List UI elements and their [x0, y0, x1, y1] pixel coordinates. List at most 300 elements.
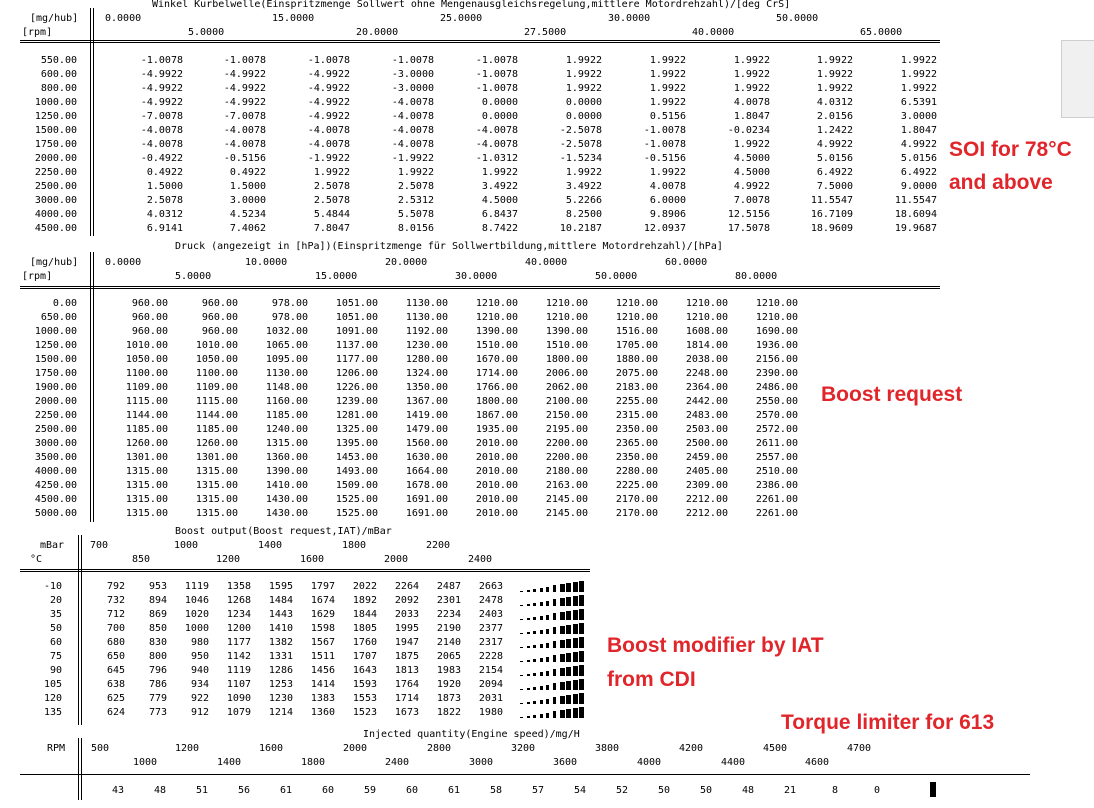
- level-bar: [566, 653, 571, 662]
- table-cell: 54: [573, 785, 586, 796]
- table-cell: 2364.00: [685, 382, 728, 393]
- level-bar: [573, 582, 578, 592]
- level-bar: [520, 647, 523, 648]
- level-bar: [560, 640, 565, 648]
- level-bar: [579, 707, 584, 718]
- table-cell: 1892: [352, 595, 377, 606]
- table-cell: 894: [148, 595, 167, 606]
- level-bar: [573, 596, 578, 606]
- table-cell: 2572.00: [755, 424, 798, 435]
- table-cell: 624: [106, 707, 125, 718]
- table-cell: 1000: [184, 623, 209, 634]
- level-bar: [560, 654, 565, 662]
- table-cell: 712: [106, 609, 125, 620]
- table-cell: 1.9922: [733, 139, 770, 150]
- table-cell: -4.9922: [140, 83, 183, 94]
- table-cell: 2663: [478, 581, 503, 592]
- level-bar: [546, 657, 549, 662]
- annotation-iat-line2: from CDI: [607, 668, 696, 691]
- table-cell: 2010.00: [475, 466, 518, 477]
- table-cell: 1484: [268, 595, 293, 606]
- axis-tick: 1000: [133, 757, 158, 768]
- row-header-rpm: 1500.00: [34, 354, 77, 365]
- table-cell: 1230.00: [405, 340, 448, 351]
- level-bar: [533, 589, 536, 592]
- table-cell: 2405.00: [685, 466, 728, 477]
- table-cell: -2.5078: [559, 139, 602, 150]
- axis-tick: 1000: [174, 540, 199, 551]
- table-cell: -0.5156: [643, 153, 686, 164]
- table-cell: 1142: [226, 651, 251, 662]
- level-bar: [527, 660, 530, 662]
- axis-tick: 2400: [468, 554, 493, 565]
- table-cell: 960.00: [131, 326, 168, 337]
- table-cell: 1567: [310, 637, 335, 648]
- level-bar: [546, 671, 549, 676]
- table-cell: 1690.00: [755, 326, 798, 337]
- row-header-iat: -10: [43, 581, 62, 592]
- axis-tick: 1400: [217, 757, 242, 768]
- level-bar: [579, 609, 584, 620]
- row-header-rpm: 2250.00: [34, 167, 77, 178]
- table-cell: -1.0078: [223, 55, 266, 66]
- table-cell: 6.5391: [900, 97, 937, 108]
- row-header-rpm: 2500.00: [34, 181, 77, 192]
- table-cell: 2065: [436, 651, 461, 662]
- table-cell: -1.0078: [475, 69, 518, 80]
- table-cell: 1608.00: [685, 326, 728, 337]
- table-cell: 1493.00: [335, 466, 378, 477]
- axis-tick: 700: [90, 540, 109, 551]
- table-cell: -1.0078: [307, 55, 350, 66]
- table-cell: 1109.00: [125, 382, 168, 393]
- table-cell: -0.4922: [140, 153, 183, 164]
- axis-tick: 4000: [637, 757, 662, 768]
- table-cell: 21: [783, 785, 796, 796]
- table-cell: 2350.00: [615, 452, 658, 463]
- table-cell: 1844: [352, 609, 377, 620]
- table-cell: 1525.00: [335, 494, 378, 505]
- table-cell: 1598: [310, 623, 335, 634]
- level-bar: [573, 666, 578, 676]
- table-cell: 638: [106, 679, 125, 690]
- level-bar: [560, 668, 565, 676]
- table-cell: 56: [237, 785, 250, 796]
- divider: [93, 8, 94, 236]
- table-cell: -4.9922: [307, 111, 350, 122]
- row-header-rpm: 2500.00: [34, 424, 77, 435]
- table-cell: 978.00: [271, 312, 308, 323]
- table-cell: 2500.00: [685, 438, 728, 449]
- level-bar: [566, 639, 571, 648]
- table-cell: 1764: [394, 679, 419, 690]
- table-cell: 1920: [436, 679, 461, 690]
- axis-tick: 40.0000: [525, 257, 568, 268]
- table-cell: 773: [148, 707, 167, 718]
- table-cell: 1210.00: [545, 298, 588, 309]
- axis-tick: 65.0000: [860, 27, 903, 38]
- table-cell: 2163.00: [545, 480, 588, 491]
- table-cell: 1936.00: [755, 340, 798, 351]
- table-cell: 17.5078: [727, 223, 770, 234]
- table-cell: 1525.00: [335, 508, 378, 519]
- table-cell: 2092: [394, 595, 419, 606]
- table-cell: 1456: [310, 665, 335, 676]
- table-cell: -1.9922: [307, 153, 350, 164]
- level-bar: [527, 674, 530, 676]
- table-cell: 1593: [352, 679, 377, 690]
- table-cell: 1805: [352, 623, 377, 634]
- axis-tick: 1800: [342, 540, 367, 551]
- table-cell: 6.4922: [816, 167, 853, 178]
- axis-tick: 4700: [847, 743, 872, 754]
- level-bar: [553, 613, 556, 620]
- axis-tick: 30.0000: [455, 271, 498, 282]
- axis-tick: 0.0000: [105, 257, 142, 268]
- table-cell: 8.0156: [397, 223, 434, 234]
- table-cell: 9.0000: [900, 181, 937, 192]
- table-cell: 2022: [352, 581, 377, 592]
- table-cell: 1705.00: [615, 340, 658, 351]
- table-cell: 1430.00: [265, 494, 308, 505]
- table-cell: 4.9922: [900, 139, 937, 150]
- table-cell: 1301.00: [125, 452, 168, 463]
- table-cell: 1453.00: [335, 452, 378, 463]
- table-cell: -7.0078: [223, 111, 266, 122]
- table-cell: 1144.00: [125, 410, 168, 421]
- table-cell: 1095.00: [265, 354, 308, 365]
- table-cell: 5.0156: [816, 153, 853, 164]
- level-bar: [560, 612, 565, 620]
- table-cell: 7.5000: [816, 181, 853, 192]
- table-cell: 1107: [226, 679, 251, 690]
- table-cell: 1185.00: [265, 410, 308, 421]
- table-cell: -4.0078: [391, 97, 434, 108]
- table-cell: 1210.00: [685, 298, 728, 309]
- level-bar: [553, 585, 556, 592]
- table-cell: 0.0000: [565, 97, 602, 108]
- table-cell: 1678.00: [405, 480, 448, 491]
- table-cell: 1130.00: [405, 312, 448, 323]
- table-cell: 1358: [226, 581, 251, 592]
- table-cell: 1315.00: [125, 466, 168, 477]
- annotation-iat-line1: Boost modifier by IAT: [607, 634, 824, 657]
- table-cell: 2459.00: [685, 452, 728, 463]
- level-bar: [546, 713, 549, 718]
- table-boost-unit-row: [mg/hub]: [30, 257, 79, 268]
- table-cell: 2170.00: [615, 494, 658, 505]
- table-cell: 1.9922: [649, 167, 686, 178]
- table-cell: 2570.00: [755, 410, 798, 421]
- row-header-rpm: 1000.00: [34, 97, 77, 108]
- table-cell: 1947: [394, 637, 419, 648]
- row-header-rpm: 1500.00: [34, 125, 77, 136]
- table-cell: 912: [190, 707, 209, 718]
- level-bar: [533, 631, 536, 634]
- table-cell: 1.9922: [649, 83, 686, 94]
- table-cell: 1091.00: [335, 326, 378, 337]
- axis-tick: 40.0000: [692, 27, 735, 38]
- table-cell: 2315.00: [615, 410, 658, 421]
- level-bar: [553, 711, 556, 718]
- axis-tick: 2000: [343, 743, 368, 754]
- table-cell: 1419.00: [405, 410, 448, 421]
- divider: [90, 8, 91, 236]
- table-cell: 2255.00: [615, 396, 658, 407]
- axis-tick: 1600: [300, 554, 325, 565]
- level-bar: [566, 667, 571, 676]
- table-cell: 2.0156: [816, 111, 853, 122]
- table-cell: 786: [148, 679, 167, 690]
- table-cell: 2350.00: [615, 424, 658, 435]
- table-cell: 6.0000: [649, 195, 686, 206]
- table-cell: 1714: [394, 693, 419, 704]
- table-boost-output-unit-col: °C: [30, 554, 43, 565]
- level-bar: [546, 699, 549, 704]
- scrollbar-area[interactable]: [1061, 40, 1094, 118]
- axis-tick: 15.0000: [272, 13, 315, 24]
- table-cell: 1210.00: [755, 312, 798, 323]
- table-cell: 1253: [268, 679, 293, 690]
- table-cell: 1414: [310, 679, 335, 690]
- table-cell: -4.9922: [307, 69, 350, 80]
- level-bar: [533, 701, 536, 704]
- axis-tick: 1200: [175, 743, 200, 754]
- axis-tick: 80.0000: [735, 271, 778, 282]
- table-cell: 1260.00: [195, 438, 238, 449]
- table-cell: 0.5156: [649, 111, 686, 122]
- table-cell: -2.5078: [559, 125, 602, 136]
- axis-tick: 5.0000: [175, 271, 212, 282]
- level-bar: [573, 610, 578, 620]
- table-cell: 4.0078: [733, 97, 770, 108]
- axis-tick: 2800: [427, 743, 452, 754]
- table-cell: 2261.00: [755, 508, 798, 519]
- table-cell: 60: [321, 785, 334, 796]
- table-cell: 1226.00: [335, 382, 378, 393]
- level-bar: [533, 617, 536, 620]
- table-cell: 792: [106, 581, 125, 592]
- table-cell: 58: [489, 785, 502, 796]
- level-bar: [560, 710, 565, 718]
- table-cell: -3.0000: [391, 69, 434, 80]
- row-header-rpm: 3000.00: [34, 195, 77, 206]
- divider: [20, 286, 940, 287]
- table-cell: -4.0078: [307, 125, 350, 136]
- axis-tick: 850: [132, 554, 151, 565]
- level-bar: [573, 680, 578, 690]
- table-cell: 953: [148, 581, 167, 592]
- table-cell: 1691.00: [405, 508, 448, 519]
- table-cell: 2154: [478, 665, 503, 676]
- level-bar: [553, 641, 556, 648]
- level-bar: [546, 615, 549, 620]
- table-cell: 2200.00: [545, 438, 588, 449]
- table-cell: 6.8437: [481, 209, 518, 220]
- table-soi-unit-row: [mg/hub]: [30, 13, 79, 24]
- row-header-iat: 60: [49, 637, 62, 648]
- table-cell: 2611.00: [755, 438, 798, 449]
- table-cell: 1119: [226, 665, 251, 676]
- row-header-rpm: 2000.00: [34, 153, 77, 164]
- row-header-rpm: 1750.00: [34, 368, 77, 379]
- level-bar: [573, 652, 578, 662]
- table-cell: 1234: [226, 609, 251, 620]
- table-cell: 680: [106, 637, 125, 648]
- table-cell: 1210.00: [475, 298, 518, 309]
- table-cell: 2225.00: [615, 480, 658, 491]
- row-header-rpm: 1000.00: [34, 326, 77, 337]
- table-cell: 2503.00: [685, 424, 728, 435]
- axis-tick: 15.0000: [315, 271, 358, 282]
- table-cell: 2010.00: [475, 480, 518, 491]
- table-cell: 3.4922: [481, 181, 518, 192]
- divider: [20, 288, 940, 289]
- table-cell: 2.5078: [397, 181, 434, 192]
- level-bar: [573, 708, 578, 718]
- table-cell: 2010.00: [475, 494, 518, 505]
- table-cell: 1.9922: [397, 167, 434, 178]
- table-cell: 6.4922: [900, 167, 937, 178]
- level-bar: [527, 590, 530, 592]
- table-cell: 1443: [268, 609, 293, 620]
- axis-tick: 2200: [426, 540, 451, 551]
- table-cell: 2195.00: [545, 424, 588, 435]
- table-cell: -4.0078: [140, 125, 183, 136]
- table-cell: 2031: [478, 693, 503, 704]
- table-cell: 1301.00: [195, 452, 238, 463]
- row-header-rpm: 5000.00: [34, 508, 77, 519]
- axis-tick: 4200: [679, 743, 704, 754]
- table-cell: 1523: [352, 707, 377, 718]
- table-cell: 7.4062: [229, 223, 266, 234]
- axis-tick: 3600: [553, 757, 578, 768]
- table-cell: 1.9922: [816, 83, 853, 94]
- row-header-rpm: 0.00: [52, 298, 77, 309]
- table-cell: 0.0000: [565, 111, 602, 122]
- table-cell: 2.5078: [313, 181, 350, 192]
- table-cell: 1315.00: [125, 508, 168, 519]
- table-cell: 52: [615, 785, 628, 796]
- table-cell: 61: [447, 785, 460, 796]
- level-bar: [520, 633, 523, 634]
- table-cell: 3.0000: [229, 195, 266, 206]
- table-cell: 2212.00: [685, 508, 728, 519]
- table-cell: 1800.00: [475, 396, 518, 407]
- table-cell: -1.0078: [643, 139, 686, 150]
- table-cell: 1160.00: [265, 396, 308, 407]
- level-bar: [553, 697, 556, 704]
- table-cell: 700: [106, 623, 125, 634]
- table-cell: -4.9922: [223, 69, 266, 80]
- row-header-rpm: 550.00: [40, 55, 77, 66]
- table-cell: 1315.00: [195, 480, 238, 491]
- table-cell: 1875: [394, 651, 419, 662]
- level-bar: [540, 686, 543, 690]
- level-bar: [560, 696, 565, 704]
- table-cell: 960.00: [201, 298, 238, 309]
- table-cell: 978.00: [271, 298, 308, 309]
- level-bar: [560, 584, 565, 592]
- level-bar: [566, 583, 571, 592]
- table-cell: 2403: [478, 609, 503, 620]
- table-cell: 1268: [226, 595, 251, 606]
- table-cell: 4.9922: [733, 181, 770, 192]
- table-cell: 18.6094: [894, 209, 937, 220]
- table-boost-output-title: Boost output(Boost request,IAT)/mBar: [175, 526, 392, 537]
- level-bar: [553, 669, 556, 676]
- table-cell: 1.9922: [733, 69, 770, 80]
- table-cell: 11.5547: [810, 195, 853, 206]
- axis-tick: 20.0000: [385, 257, 428, 268]
- table-cell: 1430.00: [265, 508, 308, 519]
- table-cell: 940: [190, 665, 209, 676]
- table-cell: 10.2187: [559, 223, 602, 234]
- table-cell: 2183.00: [615, 382, 658, 393]
- table-cell: 1560.00: [405, 438, 448, 449]
- axis-tick: 30.0000: [608, 13, 651, 24]
- table-cell: 2140: [436, 637, 461, 648]
- table-cell: 2010.00: [475, 508, 518, 519]
- table-cell: 1.8047: [900, 125, 937, 136]
- table-cell: 1100.00: [195, 368, 238, 379]
- axis-tick: 3000: [469, 757, 494, 768]
- level-bar: [520, 689, 523, 690]
- table-cell: -4.0078: [391, 139, 434, 150]
- table-cell: 1.9922: [565, 83, 602, 94]
- table-cell: 1995: [394, 623, 419, 634]
- axis-tick: 1600: [259, 743, 284, 754]
- table-cell: 1130.00: [265, 368, 308, 379]
- level-bar: [553, 599, 556, 606]
- table-cell: 0.0000: [481, 111, 518, 122]
- row-header-rpm: 800.00: [40, 83, 77, 94]
- table-cell: -4.9922: [140, 69, 183, 80]
- row-header-rpm: 4000.00: [34, 466, 77, 477]
- level-bar: [579, 693, 584, 704]
- table-cell: 1280.00: [405, 354, 448, 365]
- level-bar: [546, 629, 549, 634]
- level-bar: [520, 661, 523, 662]
- level-bar: [520, 703, 523, 704]
- table-cell: 2234: [436, 609, 461, 620]
- row-header-rpm: 600.00: [40, 69, 77, 80]
- table-cell: 5.5078: [397, 209, 434, 220]
- level-bar: [527, 604, 530, 606]
- table-cell: 1360.00: [265, 452, 308, 463]
- row-header-rpm: 1900.00: [34, 382, 77, 393]
- table-cell: 1148.00: [265, 382, 308, 393]
- axis-tick: 25.0000: [440, 13, 483, 24]
- table-cell: 5.2266: [565, 195, 602, 206]
- table-cell: 2248.00: [685, 368, 728, 379]
- level-bar: [527, 618, 530, 620]
- table-cell: 1050.00: [125, 354, 168, 365]
- level-bar: [553, 627, 556, 634]
- table-cell: 1.9922: [649, 55, 686, 66]
- table-cell: 1.9922: [481, 167, 518, 178]
- table-cell: 1210.00: [545, 312, 588, 323]
- table-cell: 1867.00: [475, 410, 518, 421]
- table-cell: 5.0156: [900, 153, 937, 164]
- table-cell: 43: [111, 785, 124, 796]
- table-cell: -4.9922: [223, 97, 266, 108]
- level-bar: [560, 626, 565, 634]
- table-cell: 4.0312: [816, 97, 853, 108]
- table-cell: 1983: [436, 665, 461, 676]
- table-cell: 625: [106, 693, 125, 704]
- level-bar: [546, 643, 549, 648]
